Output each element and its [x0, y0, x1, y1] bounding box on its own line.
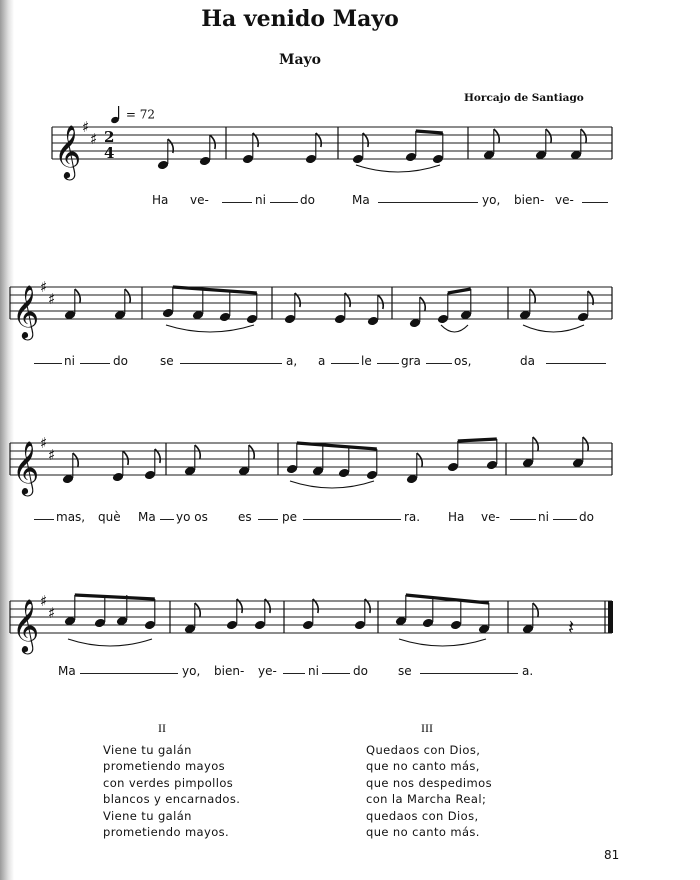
- note-flag: [73, 453, 78, 467]
- beam: [406, 595, 489, 603]
- lyric-syllable: yo os: [176, 510, 208, 524]
- note-flag: [417, 453, 422, 467]
- lyric-hyphen: [582, 202, 608, 203]
- sharp-icon: ♯: [90, 130, 98, 148]
- verse-II: [103, 742, 240, 840]
- lyric-syllable: Ma: [138, 510, 156, 524]
- sharp-icon: ♯: [48, 446, 56, 464]
- tempo-value: = 72: [125, 107, 155, 122]
- lyric-hyphen: [222, 202, 252, 203]
- note-flag: [530, 289, 535, 303]
- sharp-icon: ♯: [82, 118, 90, 136]
- treble-clef-icon: 𝄞: [12, 440, 40, 494]
- beam: [458, 439, 497, 441]
- verse-line: que no canto más.: [366, 825, 480, 840]
- lyric-hyphen: [34, 519, 54, 520]
- treble-clef-icon: 𝄞: [54, 124, 82, 178]
- lyric-hyphen: [510, 519, 536, 520]
- verse-line: que nos despedimos: [366, 775, 492, 790]
- slur: [441, 325, 468, 332]
- sharp-icon: ♯: [40, 592, 48, 610]
- lyric-hyphen: [377, 363, 399, 364]
- treble-clef-icon: 𝄞: [12, 598, 40, 652]
- verse-number-III: III: [421, 721, 433, 735]
- lyric-hyphen: [331, 363, 359, 364]
- lyric-syllable: Ha: [152, 193, 169, 207]
- note-flag: [583, 437, 588, 451]
- sharp-icon: ♯: [48, 290, 56, 308]
- note-flag: [546, 129, 551, 143]
- verse-line: Viene tu galán: [103, 808, 192, 823]
- verse-line: quedaos con Dios,: [366, 808, 479, 823]
- lyric-syllable: a: [318, 354, 326, 368]
- note-flag: [581, 129, 586, 143]
- lyric-syllable: pe: [282, 510, 297, 524]
- note-flag: [125, 289, 130, 303]
- note-flag: [249, 445, 254, 459]
- song-subtitle: Mayo: [278, 52, 322, 68]
- quarter-rest-icon: 𝄽: [568, 615, 575, 639]
- lyric-syllable: a,: [286, 354, 298, 368]
- song-origin: Horcajo de Santiago: [464, 92, 584, 104]
- time-signature-numerator: 2: [104, 128, 115, 146]
- lyric-hyphen: [553, 519, 577, 520]
- verse-line: que no canto más,: [366, 759, 480, 774]
- lyric-syllable: a.: [522, 664, 534, 678]
- page-number: 81: [604, 848, 620, 862]
- slur: [399, 639, 486, 646]
- lyric-syllable: ni: [538, 510, 549, 524]
- slur: [290, 481, 374, 488]
- verse-line: Viene tu galán: [103, 743, 192, 757]
- slur: [68, 639, 152, 646]
- lyric-syllable: le: [361, 354, 372, 368]
- lyric-extender: [420, 673, 518, 674]
- song-title: Ha venido Mayo: [201, 6, 399, 32]
- beam: [173, 287, 257, 293]
- lyric-extender: [303, 519, 401, 520]
- lyric-hyphen: [283, 673, 305, 674]
- note-flag: [420, 297, 425, 311]
- lyric-syllable: què: [98, 510, 121, 524]
- lyric-hyphen: [80, 363, 110, 364]
- lyric-hyphen: [34, 363, 62, 364]
- lyric-syllable: Ha: [448, 510, 465, 524]
- lyric-syllable: ra.: [404, 510, 421, 524]
- sharp-icon: ♯: [40, 434, 48, 452]
- lyric-hyphen: [258, 519, 278, 520]
- lyric-hyphen: [160, 519, 174, 520]
- lyric-syllable: yo,: [182, 664, 201, 678]
- lyric-syllable: se: [398, 664, 412, 678]
- verse-III: [366, 742, 492, 840]
- lyric-syllable: do: [579, 510, 594, 524]
- note-flag: [195, 445, 200, 459]
- beam: [75, 595, 155, 599]
- note-flag: [123, 451, 128, 465]
- beam: [416, 131, 443, 133]
- lyric-syllable: ve-: [190, 193, 209, 207]
- note-flag: [533, 437, 538, 451]
- verse-line: prometiendo mayos.: [103, 825, 230, 840]
- lyric-syllable: mas,: [56, 510, 86, 524]
- beam: [448, 289, 471, 293]
- lyric-extender: [546, 363, 606, 364]
- lyric-syllable: do: [113, 354, 128, 368]
- lyric-syllable: gra: [401, 354, 421, 368]
- beam: [297, 443, 377, 449]
- note-flag: [195, 603, 200, 617]
- slur: [356, 165, 440, 172]
- lyric-extender: [378, 202, 478, 203]
- lyric-syllable: ve-: [481, 510, 500, 524]
- lyric-syllable: ni: [64, 354, 75, 368]
- lyric-syllable: ni: [308, 664, 319, 678]
- sharp-icon: ♯: [48, 604, 56, 622]
- note-flag: [210, 135, 215, 149]
- lyric-syllable: bien-: [514, 193, 545, 207]
- lyric-hyphen: [322, 673, 350, 674]
- lyric-syllable: ye-: [258, 664, 277, 678]
- lyric-syllable: Ma: [58, 664, 76, 678]
- time-signature-denominator: 4: [104, 144, 115, 162]
- final-barline-thick: [608, 601, 613, 633]
- verse-line: con la Marcha Real;: [366, 792, 487, 807]
- sharp-icon: ♯: [40, 278, 48, 296]
- lyric-syllable: es: [238, 510, 252, 524]
- verse-line: Quedaos con Dios,: [366, 743, 481, 757]
- lyric-syllable: do: [300, 193, 315, 207]
- lyric-extender: [180, 363, 282, 364]
- verse-line: blancos y encarnados.: [103, 792, 241, 807]
- lyric-syllable: yo,: [482, 193, 501, 207]
- note-flag: [533, 603, 538, 617]
- lyric-syllable: se: [160, 354, 174, 368]
- note-flag: [494, 129, 499, 143]
- slur: [523, 325, 584, 332]
- verse-number-II: II: [158, 721, 166, 735]
- lyric-syllable: Ma: [352, 193, 370, 207]
- lyric-syllable: do: [353, 664, 368, 678]
- lyric-syllable: os,: [454, 354, 472, 368]
- lyric-hyphen: [270, 202, 298, 203]
- note-flag: [378, 295, 383, 309]
- slur: [166, 325, 254, 332]
- lyric-syllable: da: [520, 354, 535, 368]
- treble-clef-icon: 𝄞: [12, 284, 40, 338]
- verse-line: prometiendo mayos: [103, 759, 226, 774]
- note-flag: [75, 289, 80, 303]
- lyric-syllable: ni: [255, 193, 266, 207]
- verse-line: con verdes pimpollos: [103, 775, 234, 790]
- lyric-extender: [80, 673, 178, 674]
- lyric-syllable: bien-: [214, 664, 245, 678]
- lyric-hyphen: [426, 363, 452, 364]
- lyric-syllable: ve-: [555, 193, 574, 207]
